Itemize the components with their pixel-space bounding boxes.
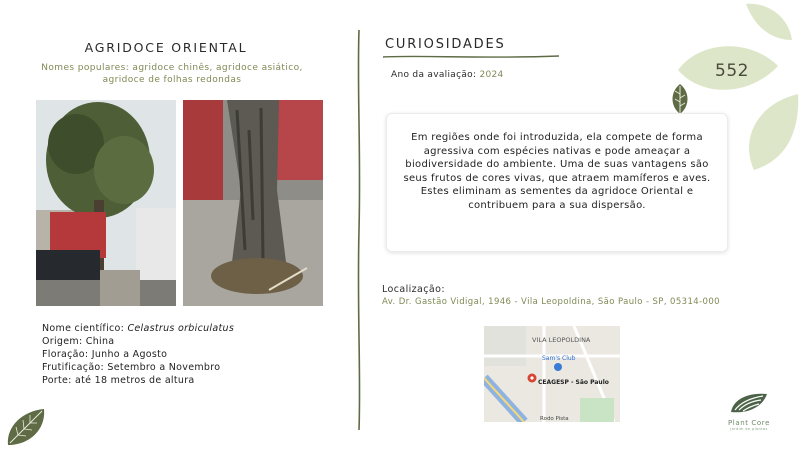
plant-size: Porte: até 18 metros de altura [42,375,195,386]
plant-title: AGRIDOCE ORIENTAL [84,40,248,55]
corner-leaf-icon [4,405,48,447]
curiosities-heading: CURIOSIDADES [385,37,506,52]
curiosities-box [386,113,728,252]
plant-info [42,322,342,387]
scientific-name-label: Nome científico: [42,323,128,334]
map-district: VILA LEOPOLDINA [532,336,591,344]
small-leaf-icon [668,82,692,116]
logo-name: Plant Core [727,419,771,427]
map-club: Sam's Club [542,355,576,362]
logo-tagline: jardim de plantas [730,427,768,431]
plant-photo-tree [36,100,176,306]
curiosities-text: Em regiões onde foi introduzida, ela compete de forma agressiva com espécies nativas e pode ameaçar a biodiversidade do ambiente. Uma de suas vantagens são seus frutos de cores vivas, que atraem mamíferos e aves. Estes eliminam as sementes da agridoce Oriental e contribuem para a sua dispersão. [403,132,711,211]
heading-underline [383,53,559,61]
plant-photo-trunk [183,100,323,306]
fruiting: Frutificação: Setembro a Novembro [42,362,221,373]
origin: Origem: China [42,336,115,347]
vertical-divider [355,30,363,430]
plant-number-badge: 552 [715,61,749,81]
scientific-name-line [42,322,342,335]
year-value: 2024 [479,70,504,80]
flowering: Floração: Junho a Agosto [42,349,168,360]
logo-leaf-icon [729,390,769,414]
plant-core-logo [718,390,780,434]
popular-names: Nomes populares: agridoce chinês, agridoce asiático, agridoce de folhas redondas [41,63,303,85]
location-label: Localização: [382,284,445,295]
location-address[interactable]: Av. Dr. Gastão Vidigal, 1946 - Vila Leopoldina, São Paulo - SP, 05314-000 [382,297,720,307]
scientific-name: Celastrus orbiculatus [127,323,235,334]
location-map[interactable] [484,326,620,422]
evaluation-year [391,70,504,80]
map-road-label: Rodo Pista [540,416,569,422]
map-marker-label: CEAGESP - São Paulo [538,379,609,386]
year-label: Ano da avaliação: [391,70,480,80]
